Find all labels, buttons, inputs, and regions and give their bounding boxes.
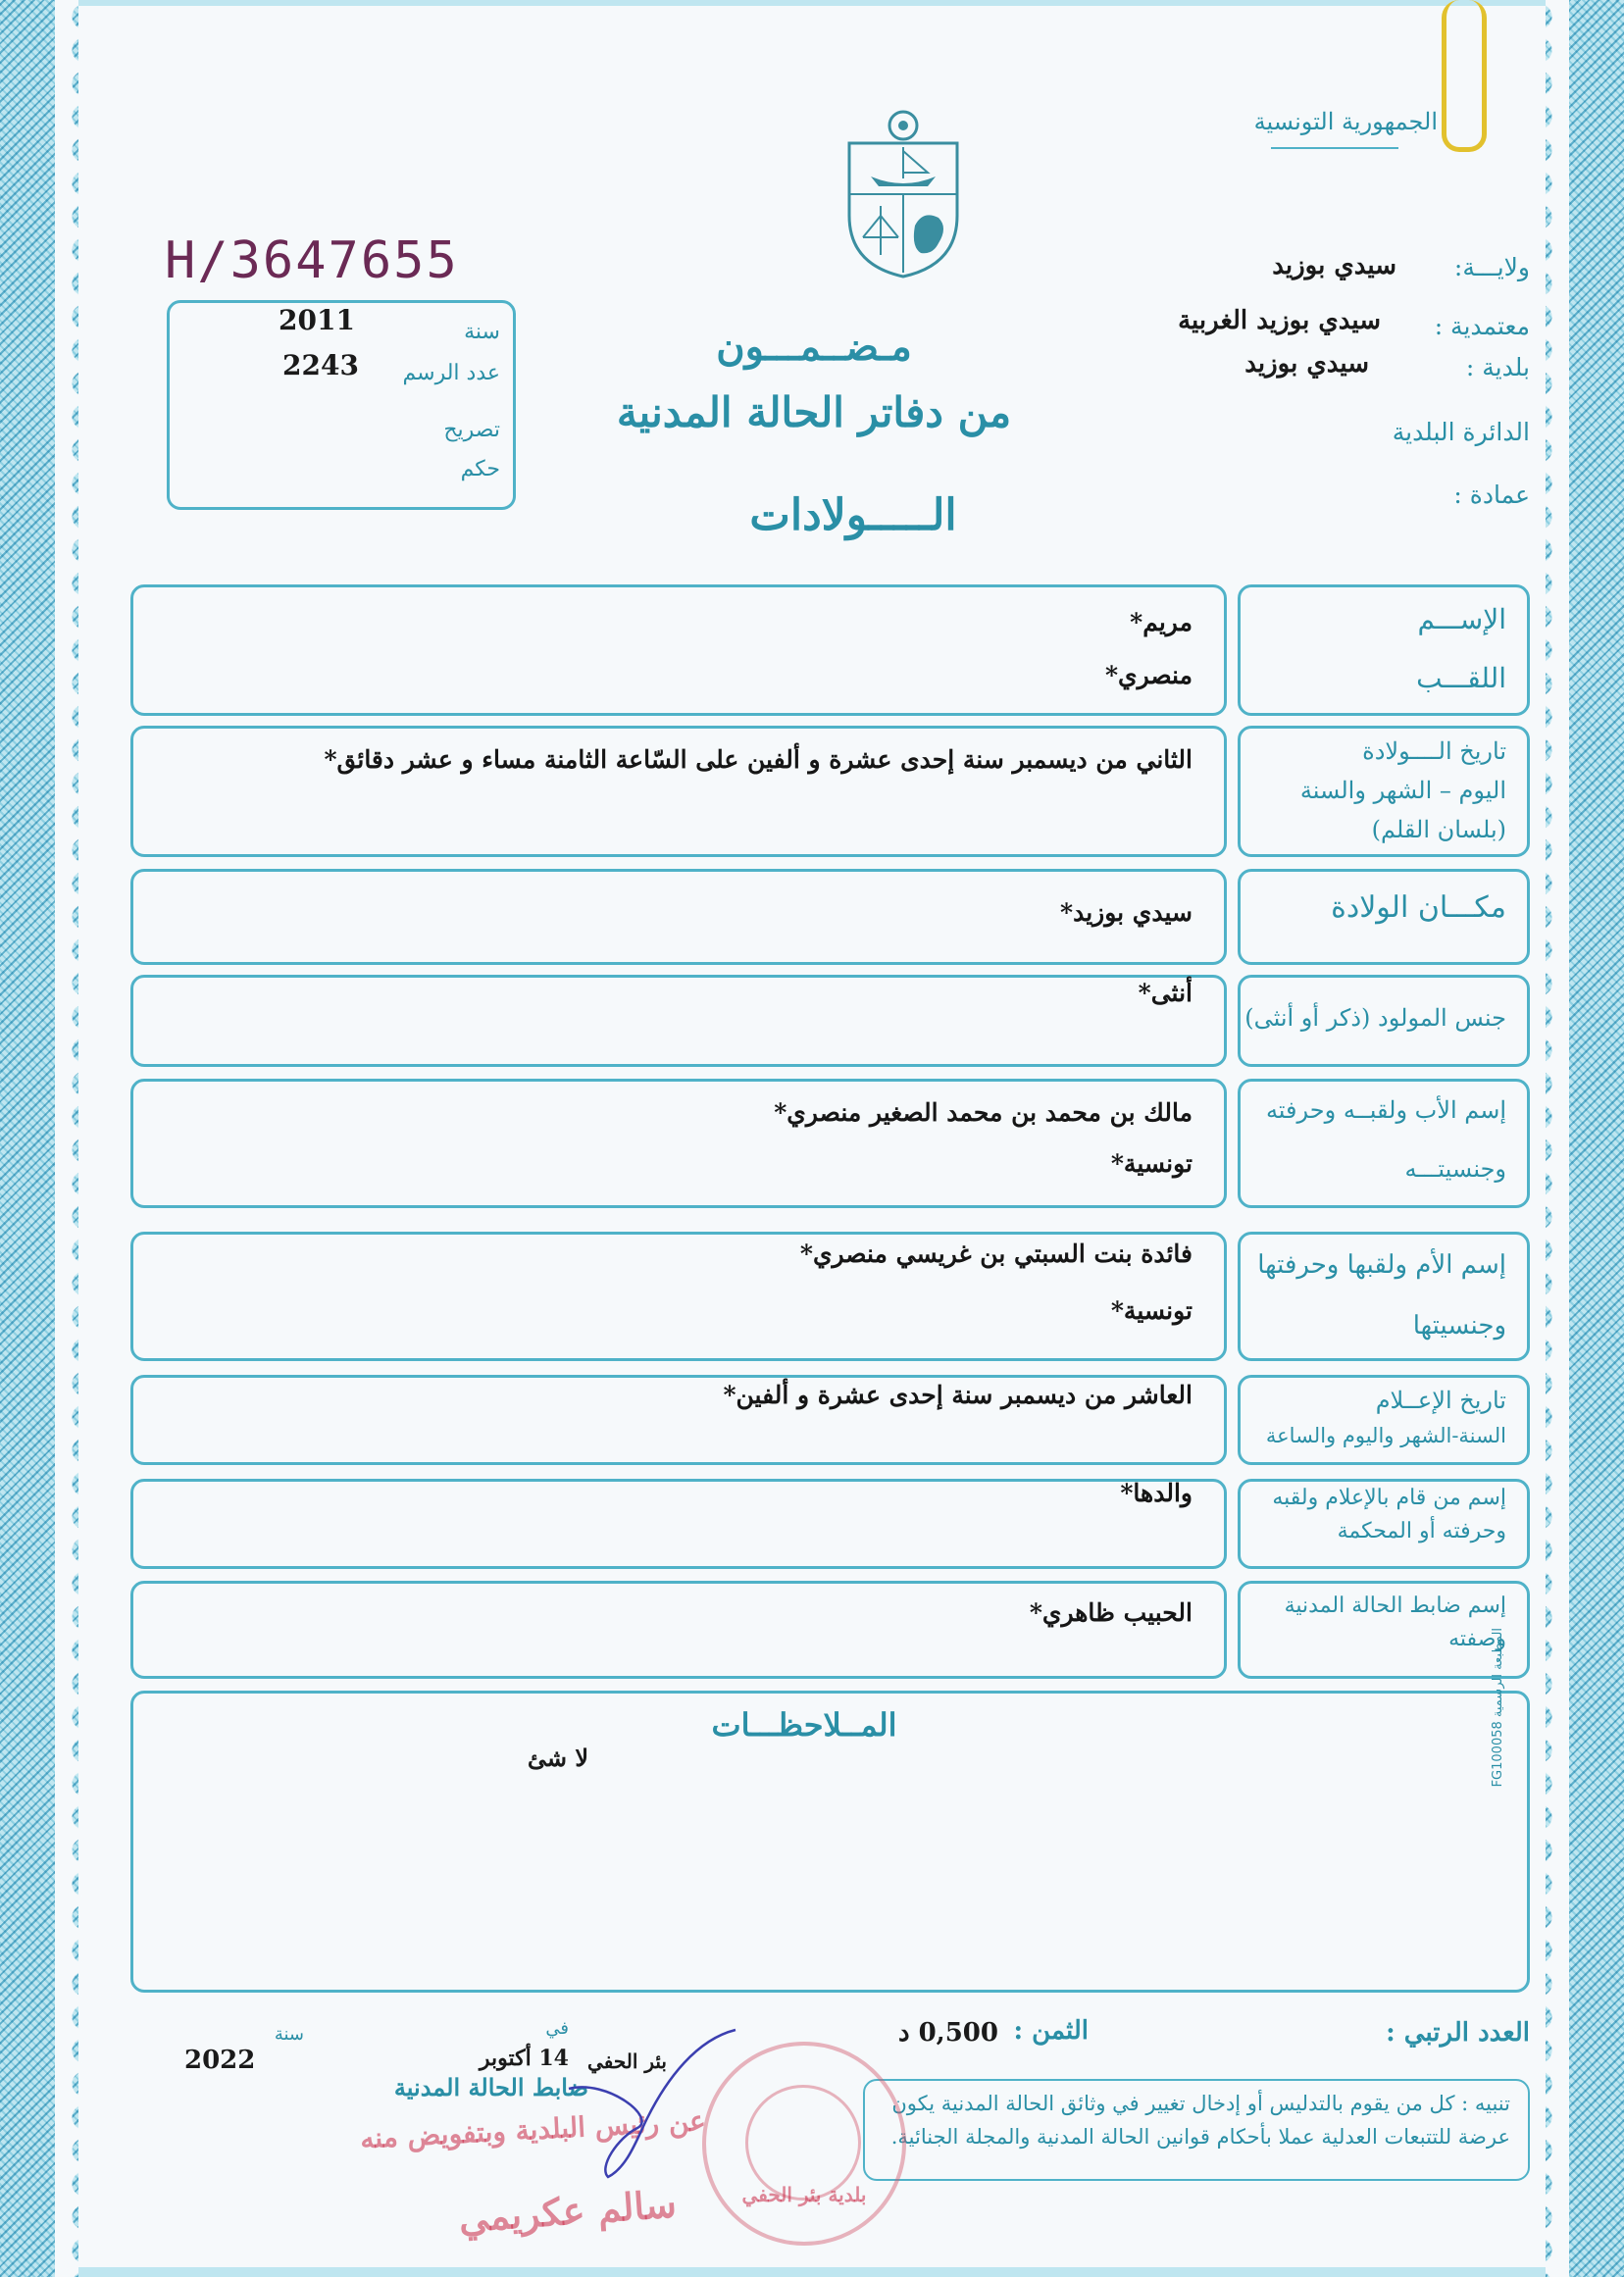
name-value: مريم* xyxy=(1130,608,1193,636)
record-number-label: عدد الرسم xyxy=(402,361,500,385)
birthdate-label-1: تاريخ الــــولادة xyxy=(1362,737,1506,765)
father-label-2: وجنسيتـــه xyxy=(1404,1155,1506,1183)
record-judgment-label: حكم xyxy=(460,457,500,481)
name-label: الإســـم xyxy=(1417,603,1506,635)
signer-stamp: سالم عكريمي xyxy=(457,2181,679,2241)
father-label-1: إسم الأب ولقبــه وحرفته xyxy=(1265,1096,1506,1124)
footer-officer-title: ضابط الحالة المدنية xyxy=(393,2073,588,2101)
omada-label: عمادة : xyxy=(1453,481,1530,509)
record-declaration-label: تصريح xyxy=(443,418,500,442)
footer-price-label: الثمن : xyxy=(1013,2016,1089,2046)
officer-value: الحبيب ظاهري* xyxy=(1029,1598,1193,1627)
printer-mark: المطبعة الرسمية FG100058 xyxy=(1491,1628,1505,1788)
decorative-border-top xyxy=(78,0,1546,6)
father-value: مالك بن محمد بن محمد الصغير منصري* xyxy=(774,1098,1193,1127)
row-name-value-box xyxy=(130,584,1227,716)
motamadia-value: سيدي بوزيد الغربية xyxy=(1178,306,1381,335)
wilaya-label: ولايـــة: xyxy=(1453,253,1530,281)
coat-of-arms-icon xyxy=(841,108,965,280)
stamp-text: بلدية بئر الحفي xyxy=(741,2183,867,2206)
footer-date-value: 14 أكتوبر xyxy=(479,2046,569,2071)
title-line3: الـــــولادات xyxy=(749,490,957,540)
decorative-border-left xyxy=(0,0,78,2277)
mother-nationality: تونسية* xyxy=(1110,1296,1193,1325)
footer-year-value: 2022 xyxy=(184,2046,256,2075)
declaration-date-value: العاشر من ديسمبر سنة إحدى عشرة و ألفين* xyxy=(723,1381,1193,1409)
birthdate-label-3: (بلسان القلم) xyxy=(1371,816,1506,843)
sex-label: جنس المولود (ذكر أو أنثى) xyxy=(1244,1004,1506,1032)
daira-label: الدائرة البلدية xyxy=(1392,418,1530,446)
officer-label-2: وصفته xyxy=(1448,1627,1506,1651)
baladia-value: سيدي بوزيد xyxy=(1244,349,1369,379)
decorative-border-right xyxy=(1546,0,1624,2277)
title-line2: من دفاتر الحالة المدنية xyxy=(616,388,1012,436)
sex-value: أنثى* xyxy=(1138,979,1193,1007)
declarant-label-1: إسم من قام بالإعلام ولقبه xyxy=(1272,1486,1506,1510)
footer-serial-label: العدد الرتبي : xyxy=(1386,2018,1530,2048)
officer-label-1: إسم ضابط الحالة المدنية xyxy=(1284,1594,1506,1618)
birthplace-label: مكـــان الولادة xyxy=(1331,890,1506,925)
remarks-title: المــلاحظـــات xyxy=(711,1706,897,1744)
mother-label-1: إسم الأم ولقبها وحرفتها xyxy=(1257,1250,1506,1280)
declarant-value: والدها* xyxy=(1120,1479,1193,1507)
wilaya-value: سيدي بوزيد xyxy=(1272,251,1396,280)
baladia-label: بلدية : xyxy=(1465,353,1530,381)
birthdate-label-2: اليوم – الشهر والسنة xyxy=(1299,777,1506,804)
mother-label-2: وجنسيتها xyxy=(1412,1311,1506,1341)
motamadia-label: معتمدية : xyxy=(1434,312,1530,340)
footer-place-label: في xyxy=(545,2018,569,2039)
signature-icon xyxy=(549,2020,745,2187)
footer-price-value: 0,500 د xyxy=(897,2018,998,2048)
title-line1: مـضــمـــون xyxy=(716,324,912,370)
record-year-value: 2011 xyxy=(279,304,355,336)
birthdate-value: الثاني من ديسمبر سنة إحدى عشرة و ألفين على السّاعة الثامنة مساء و عشر دقائق* xyxy=(324,745,1193,774)
footer-notice: تنبيه : كل من يقوم بالتدليس أو إدخال تغيير في وثائق الحالة المدنية يكون عرضة للتتبعات العدلية عملا بأحكام قوانين الحالة المدنية والمجلة الجنائية. xyxy=(890,2092,1510,2149)
declarant-label-2: وحرفته أو المحكمة xyxy=(1337,1519,1506,1543)
declaration-date-label-1: تاريخ الإعــلام xyxy=(1375,1387,1506,1414)
record-year-label: سنة xyxy=(464,320,500,344)
birthplace-value: سيدي بوزيد* xyxy=(1060,898,1193,927)
row-officer-value-box xyxy=(130,1581,1227,1679)
decorative-border-bottom xyxy=(78,2267,1546,2277)
father-nationality: تونسية* xyxy=(1110,1149,1193,1178)
remarks-value: لا شئ xyxy=(527,1744,588,1772)
record-number-value: 2243 xyxy=(282,349,359,381)
republic-label: الجمهورية التونسية xyxy=(1253,108,1438,135)
footer-year-label: سنة xyxy=(274,2024,304,2045)
surname-label: اللقـــب xyxy=(1416,662,1506,694)
footer-place-value: بئر الحفي xyxy=(587,2049,667,2073)
republic-underline xyxy=(1271,147,1398,149)
paper-clip xyxy=(1442,0,1487,152)
serial-number: H/3647655 xyxy=(165,231,459,290)
declaration-date-label-2: السنة-الشهر واليوم والساعة xyxy=(1265,1424,1506,1447)
delegation-stamp: عن رئيس البلدية وبتفويض منه xyxy=(359,2104,707,2155)
mother-value: فائدة بنت السبتي بن غريسي منصري* xyxy=(799,1240,1193,1268)
surname-value: منصري* xyxy=(1104,661,1193,689)
